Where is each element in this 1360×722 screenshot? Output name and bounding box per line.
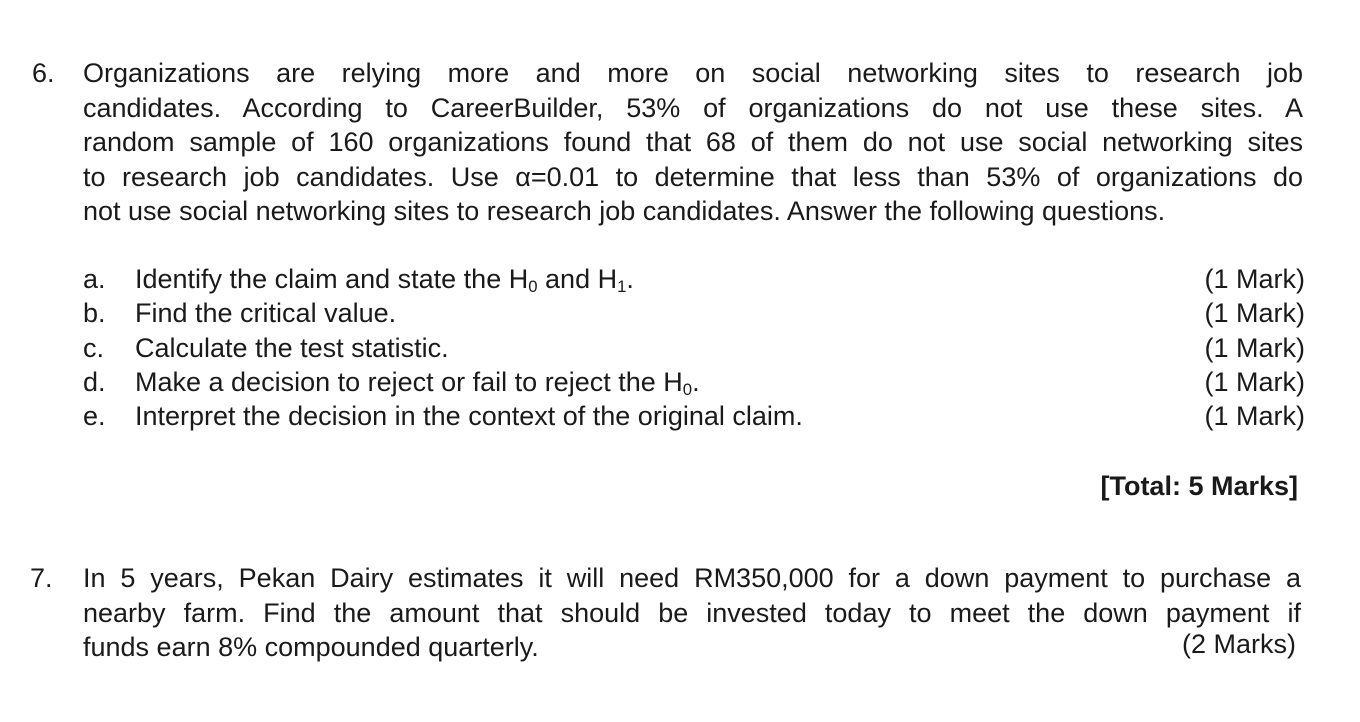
subpart-c — [83, 331, 1305, 365]
subpart-e — [83, 399, 1305, 433]
question-marks: (2 Marks) — [1182, 629, 1296, 659]
question-line: Organizations are relying more and more on social networking sites to research job — [83, 58, 1303, 88]
subpart-letter: b. — [83, 298, 106, 329]
subpart-letter: d. — [83, 366, 106, 397]
subpart-b — [83, 296, 1305, 330]
total-marks: [Total: 5 Marks] — [1100, 471, 1298, 501]
question-text — [83, 56, 1303, 229]
question-line: to research job candidates. Use α=0.01 to determine that less than 53% of organizations do — [83, 161, 1303, 192]
question-text — [83, 561, 1301, 665]
subpart-text — [135, 365, 700, 399]
question-number: 7. — [30, 563, 53, 593]
subpart-mark: (1 Mark) — [1204, 298, 1305, 329]
subscript: 0 — [682, 380, 693, 400]
subpart-a — [83, 262, 1305, 296]
subpart-text — [135, 262, 634, 296]
question-line: funds earn 8% compounded quarterly. — [83, 632, 539, 662]
subpart-letter: a. — [83, 264, 106, 294]
subpart-text-part: Make a decision to reject or fail to reject the H — [135, 366, 683, 397]
subpart-text-part: . — [692, 366, 700, 397]
subpart-mark: (1 Mark) — [1204, 366, 1305, 397]
subpart-mark: (1 Mark) — [1204, 401, 1305, 432]
question-line: random sample of 160 organizations found that 68 of them do not use social networking sites — [83, 127, 1303, 157]
question-line: not use social networking sites to research job candidates. Answer the following questions. — [83, 196, 1166, 226]
subpart-text: Find the critical value. — [135, 298, 397, 329]
subpart-letter: e. — [83, 401, 106, 432]
subpart-text-part: . — [626, 264, 634, 294]
subpart-mark: (1 Mark) — [1204, 332, 1305, 363]
subpart-d — [83, 365, 1305, 399]
subpart-list — [83, 262, 1305, 433]
subpart-text: Calculate the test statistic. — [135, 332, 449, 363]
question-number: 6. — [32, 58, 55, 88]
subpart-text-part: Identify the claim and state the H — [135, 264, 529, 294]
subpart-text: Interpret the decision in the context of the original claim. — [135, 401, 803, 432]
subscript: 1 — [617, 277, 627, 297]
question-line: In 5 years, Pekan Dairy estimates it will need RM350,000 for a down payment to purchase a — [83, 563, 1301, 593]
question-line: candidates. According to CareerBuilder, 53% of organizations do not use these sites. A — [83, 92, 1303, 123]
subpart-letter: c. — [83, 332, 105, 363]
subpart-mark: (1 Mark) — [1204, 264, 1305, 294]
subscript: 0 — [528, 277, 538, 297]
subpart-text-part: and H — [537, 264, 618, 294]
question-line: nearby farm. Find the amount that should be invested today to meet the down payment if — [83, 597, 1301, 628]
